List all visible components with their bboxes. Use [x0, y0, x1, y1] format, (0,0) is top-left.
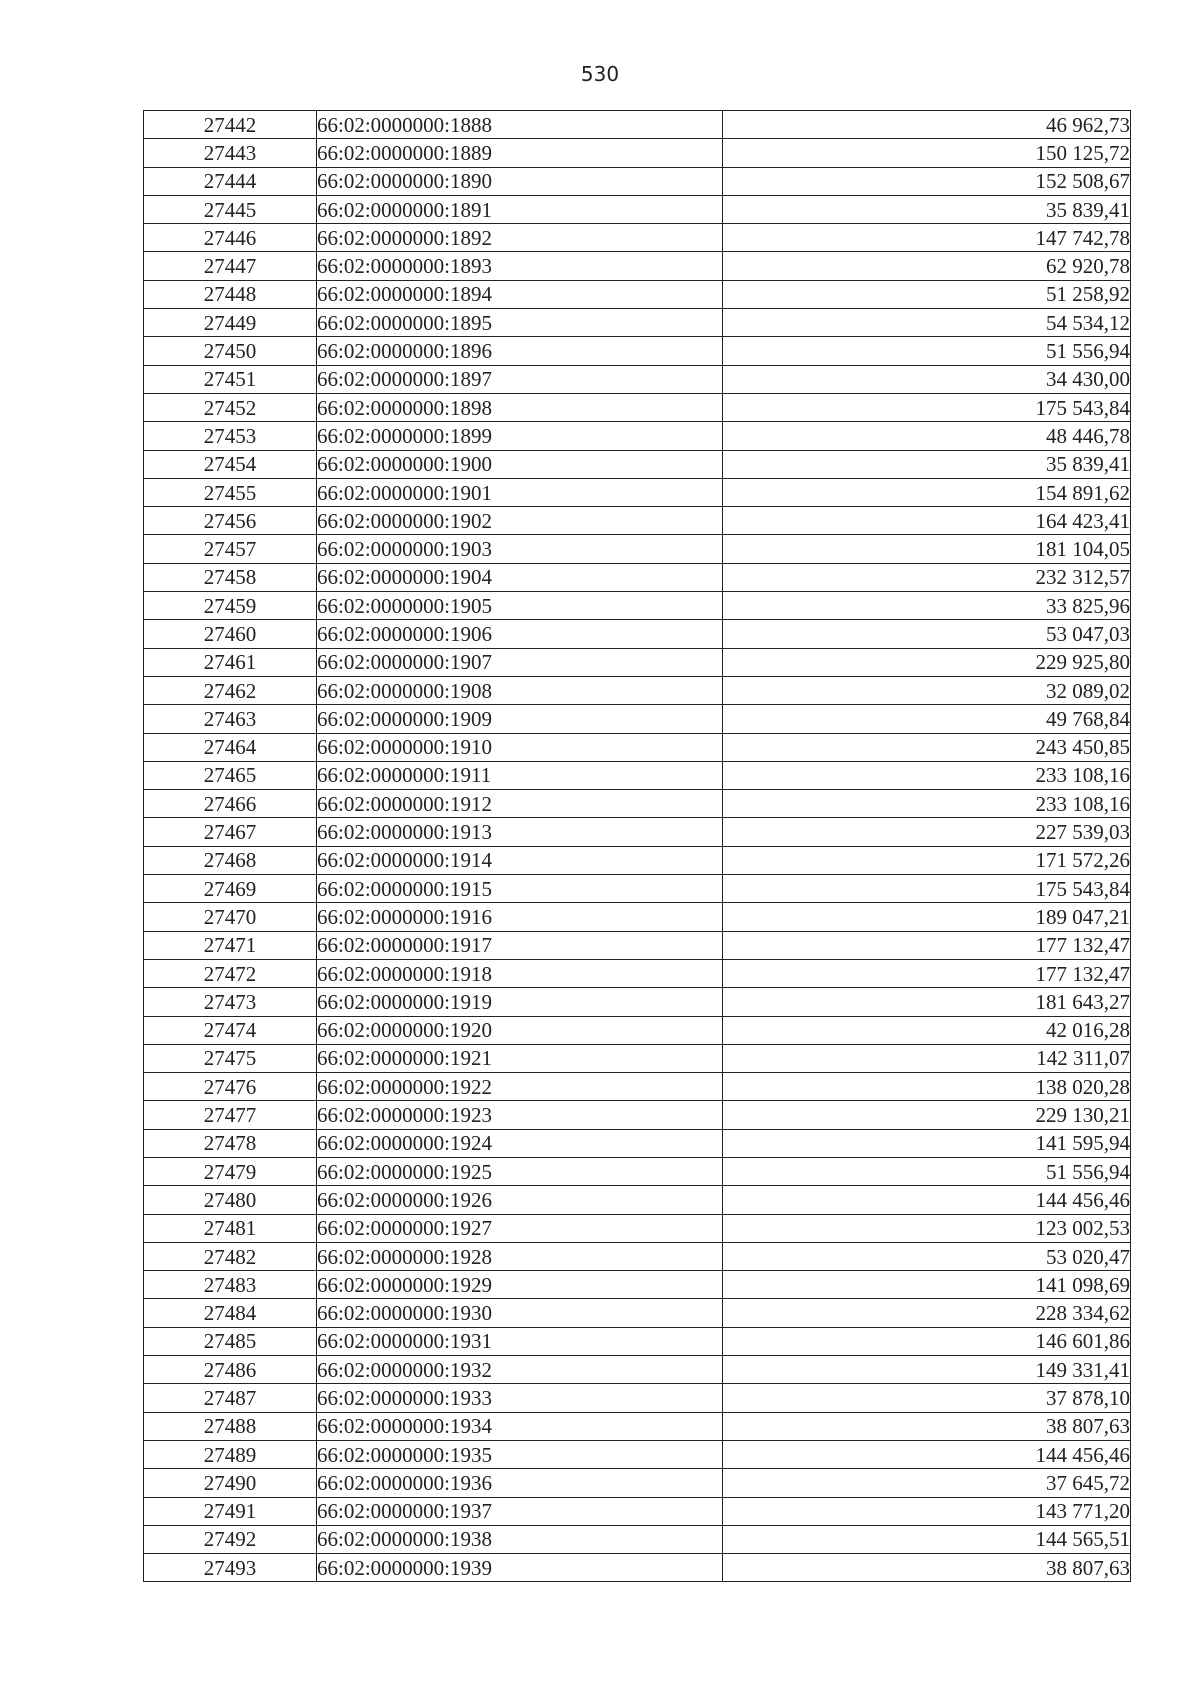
cadastral-value-cell: 152 508,67 — [723, 167, 1131, 195]
cadastral-value-cell: 229 925,80 — [723, 648, 1131, 676]
row-number-cell: 27493 — [144, 1554, 317, 1582]
table-row — [144, 535, 1131, 563]
cadastral-number-cell: 66:02:0000000:1912 — [317, 790, 723, 818]
table-row — [144, 1271, 1131, 1299]
row-number-cell: 27447 — [144, 252, 317, 280]
cadastral-number-cell: 66:02:0000000:1921 — [317, 1044, 723, 1072]
cadastral-number-cell: 66:02:0000000:1937 — [317, 1497, 723, 1525]
cadastral-number-cell: 66:02:0000000:1931 — [317, 1327, 723, 1355]
table-row — [144, 478, 1131, 506]
table-row — [144, 507, 1131, 535]
table-row — [144, 1101, 1131, 1129]
cadastral-number-cell: 66:02:0000000:1889 — [317, 139, 723, 167]
cadastral-value-cell: 232 312,57 — [723, 563, 1131, 591]
cadastral-number-cell: 66:02:0000000:1927 — [317, 1214, 723, 1242]
cadastral-number-cell: 66:02:0000000:1938 — [317, 1525, 723, 1553]
cadastral-value-cell: 38 807,63 — [723, 1554, 1131, 1582]
row-number-cell: 27470 — [144, 903, 317, 931]
cadastral-number-cell: 66:02:0000000:1935 — [317, 1440, 723, 1468]
table-row — [144, 111, 1131, 139]
table-row — [144, 1412, 1131, 1440]
row-number-cell: 27451 — [144, 365, 317, 393]
table-row — [144, 1157, 1131, 1185]
cadastral-value-cell: 53 047,03 — [723, 620, 1131, 648]
row-number-cell: 27471 — [144, 931, 317, 959]
cadastral-value-cell: 34 430,00 — [723, 365, 1131, 393]
row-number-cell: 27490 — [144, 1469, 317, 1497]
cadastral-value-cell: 150 125,72 — [723, 139, 1131, 167]
cadastral-number-cell: 66:02:0000000:1897 — [317, 365, 723, 393]
table-row — [144, 1440, 1131, 1468]
row-number-cell: 27483 — [144, 1271, 317, 1299]
table-body — [144, 111, 1131, 1582]
cadastral-value-cell: 164 423,41 — [723, 507, 1131, 535]
cadastral-number-cell: 66:02:0000000:1918 — [317, 959, 723, 987]
cadastral-value-cell: 51 556,94 — [723, 337, 1131, 365]
table-row — [144, 818, 1131, 846]
table-row — [144, 620, 1131, 648]
table-row — [144, 167, 1131, 195]
row-number-cell: 27480 — [144, 1186, 317, 1214]
cadastral-number-cell: 66:02:0000000:1919 — [317, 988, 723, 1016]
table-row — [144, 648, 1131, 676]
row-number-cell: 27476 — [144, 1073, 317, 1101]
table-row — [144, 676, 1131, 704]
table-row — [144, 195, 1131, 223]
cadastral-number-cell: 66:02:0000000:1920 — [317, 1016, 723, 1044]
cadastral-number-cell: 66:02:0000000:1903 — [317, 535, 723, 563]
row-number-cell: 27492 — [144, 1525, 317, 1553]
cadastral-value-cell: 144 456,46 — [723, 1186, 1131, 1214]
row-number-cell: 27457 — [144, 535, 317, 563]
cadastral-value-cell: 147 742,78 — [723, 224, 1131, 252]
cadastral-value-cell: 229 130,21 — [723, 1101, 1131, 1129]
cadastral-number-cell: 66:02:0000000:1911 — [317, 761, 723, 789]
cadastral-value-cell: 33 825,96 — [723, 592, 1131, 620]
cadastral-number-cell: 66:02:0000000:1902 — [317, 507, 723, 535]
cadastral-value-cell: 177 132,47 — [723, 931, 1131, 959]
cadastral-value-table — [143, 110, 1131, 1582]
cadastral-value-cell: 123 002,53 — [723, 1214, 1131, 1242]
cadastral-number-cell: 66:02:0000000:1892 — [317, 224, 723, 252]
table-row — [144, 1356, 1131, 1384]
cadastral-value-cell: 46 962,73 — [723, 111, 1131, 139]
cadastral-value-cell: 181 643,27 — [723, 988, 1131, 1016]
cadastral-number-cell: 66:02:0000000:1923 — [317, 1101, 723, 1129]
cadastral-number-cell: 66:02:0000000:1908 — [317, 676, 723, 704]
table-row — [144, 365, 1131, 393]
table-row — [144, 931, 1131, 959]
row-number-cell: 27445 — [144, 195, 317, 223]
cadastral-number-cell: 66:02:0000000:1901 — [317, 478, 723, 506]
table-row — [144, 1497, 1131, 1525]
row-number-cell: 27482 — [144, 1242, 317, 1270]
cadastral-value-cell: 141 595,94 — [723, 1129, 1131, 1157]
table-row — [144, 139, 1131, 167]
cadastral-value-cell: 32 089,02 — [723, 676, 1131, 704]
cadastral-number-cell: 66:02:0000000:1891 — [317, 195, 723, 223]
cadastral-number-cell: 66:02:0000000:1910 — [317, 733, 723, 761]
table-row — [144, 1044, 1131, 1072]
row-number-cell: 27473 — [144, 988, 317, 1016]
row-number-cell: 27489 — [144, 1440, 317, 1468]
cadastral-value-cell: 175 543,84 — [723, 393, 1131, 421]
row-number-cell: 27465 — [144, 761, 317, 789]
table-row — [144, 959, 1131, 987]
cadastral-number-cell: 66:02:0000000:1933 — [317, 1384, 723, 1412]
table-row — [144, 705, 1131, 733]
cadastral-value-cell: 154 891,62 — [723, 478, 1131, 506]
cadastral-value-cell: 146 601,86 — [723, 1327, 1131, 1355]
table-row — [144, 846, 1131, 874]
cadastral-value-cell: 233 108,16 — [723, 790, 1131, 818]
cadastral-number-cell: 66:02:0000000:1936 — [317, 1469, 723, 1497]
row-number-cell: 27454 — [144, 450, 317, 478]
cadastral-number-cell: 66:02:0000000:1905 — [317, 592, 723, 620]
row-number-cell: 27467 — [144, 818, 317, 846]
row-number-cell: 27468 — [144, 846, 317, 874]
table-row — [144, 422, 1131, 450]
row-number-cell: 27484 — [144, 1299, 317, 1327]
table-row — [144, 1016, 1131, 1044]
cadastral-value-cell: 35 839,41 — [723, 450, 1131, 478]
row-number-cell: 27449 — [144, 309, 317, 337]
cadastral-number-cell: 66:02:0000000:1939 — [317, 1554, 723, 1582]
row-number-cell: 27448 — [144, 280, 317, 308]
row-number-cell: 27485 — [144, 1327, 317, 1355]
table-row — [144, 733, 1131, 761]
table-row — [144, 563, 1131, 591]
page-number: 530 — [580, 62, 620, 86]
cadastral-value-cell: 144 456,46 — [723, 1440, 1131, 1468]
row-number-cell: 27474 — [144, 1016, 317, 1044]
cadastral-number-cell: 66:02:0000000:1928 — [317, 1242, 723, 1270]
table-row — [144, 224, 1131, 252]
table-row — [144, 790, 1131, 818]
cadastral-value-cell: 149 331,41 — [723, 1356, 1131, 1384]
row-number-cell: 27453 — [144, 422, 317, 450]
row-number-cell: 27491 — [144, 1497, 317, 1525]
table-row — [144, 309, 1131, 337]
row-number-cell: 27478 — [144, 1129, 317, 1157]
table-row — [144, 1129, 1131, 1157]
row-number-cell: 27486 — [144, 1356, 317, 1384]
table-row — [144, 1525, 1131, 1553]
cadastral-value-cell: 53 020,47 — [723, 1242, 1131, 1270]
table-row — [144, 1073, 1131, 1101]
table-row — [144, 988, 1131, 1016]
cadastral-value-cell: 171 572,26 — [723, 846, 1131, 874]
row-number-cell: 27446 — [144, 224, 317, 252]
cadastral-number-cell: 66:02:0000000:1917 — [317, 931, 723, 959]
table-row — [144, 1469, 1131, 1497]
cadastral-value-cell: 243 450,85 — [723, 733, 1131, 761]
row-number-cell: 27459 — [144, 592, 317, 620]
row-number-cell: 27469 — [144, 875, 317, 903]
table-row — [144, 1186, 1131, 1214]
cadastral-value-cell: 42 016,28 — [723, 1016, 1131, 1044]
row-number-cell: 27444 — [144, 167, 317, 195]
cadastral-number-cell: 66:02:0000000:1914 — [317, 846, 723, 874]
row-number-cell: 27460 — [144, 620, 317, 648]
cadastral-value-cell: 144 565,51 — [723, 1525, 1131, 1553]
cadastral-value-cell: 177 132,47 — [723, 959, 1131, 987]
cadastral-value-cell: 54 534,12 — [723, 309, 1131, 337]
cadastral-number-cell: 66:02:0000000:1934 — [317, 1412, 723, 1440]
cadastral-value-cell: 51 556,94 — [723, 1157, 1131, 1185]
cadastral-value-cell: 138 020,28 — [723, 1073, 1131, 1101]
cadastral-value-cell: 35 839,41 — [723, 195, 1131, 223]
row-number-cell: 27452 — [144, 393, 317, 421]
cadastral-value-cell: 143 771,20 — [723, 1497, 1131, 1525]
row-number-cell: 27481 — [144, 1214, 317, 1242]
table-row — [144, 1214, 1131, 1242]
cadastral-number-cell: 66:02:0000000:1900 — [317, 450, 723, 478]
cadastral-number-cell: 66:02:0000000:1929 — [317, 1271, 723, 1299]
row-number-cell: 27462 — [144, 676, 317, 704]
table-row — [144, 1327, 1131, 1355]
table-row — [144, 280, 1131, 308]
row-number-cell: 27472 — [144, 959, 317, 987]
cadastral-value-cell: 62 920,78 — [723, 252, 1131, 280]
cadastral-number-cell: 66:02:0000000:1907 — [317, 648, 723, 676]
cadastral-number-cell: 66:02:0000000:1932 — [317, 1356, 723, 1384]
row-number-cell: 27487 — [144, 1384, 317, 1412]
row-number-cell: 27442 — [144, 111, 317, 139]
row-number-cell: 27461 — [144, 648, 317, 676]
cadastral-value-cell: 142 311,07 — [723, 1044, 1131, 1072]
table-row — [144, 337, 1131, 365]
cadastral-value-cell: 48 446,78 — [723, 422, 1131, 450]
table-row — [144, 252, 1131, 280]
row-number-cell: 27475 — [144, 1044, 317, 1072]
cadastral-number-cell: 66:02:0000000:1888 — [317, 111, 723, 139]
cadastral-number-cell: 66:02:0000000:1926 — [317, 1186, 723, 1214]
row-number-cell: 27463 — [144, 705, 317, 733]
cadastral-value-cell: 49 768,84 — [723, 705, 1131, 733]
cadastral-value-cell: 189 047,21 — [723, 903, 1131, 931]
cadastral-value-cell: 233 108,16 — [723, 761, 1131, 789]
table-row — [144, 875, 1131, 903]
cadastral-number-cell: 66:02:0000000:1896 — [317, 337, 723, 365]
row-number-cell: 27488 — [144, 1412, 317, 1440]
table-row — [144, 393, 1131, 421]
cadastral-number-cell: 66:02:0000000:1906 — [317, 620, 723, 648]
row-number-cell: 27477 — [144, 1101, 317, 1129]
table-row — [144, 761, 1131, 789]
table-row — [144, 1384, 1131, 1412]
cadastral-number-cell: 66:02:0000000:1916 — [317, 903, 723, 931]
cadastral-value-cell: 141 098,69 — [723, 1271, 1131, 1299]
row-number-cell: 27455 — [144, 478, 317, 506]
row-number-cell: 27443 — [144, 139, 317, 167]
cadastral-number-cell: 66:02:0000000:1915 — [317, 875, 723, 903]
cadastral-number-cell: 66:02:0000000:1922 — [317, 1073, 723, 1101]
row-number-cell: 27450 — [144, 337, 317, 365]
row-number-cell: 27464 — [144, 733, 317, 761]
row-number-cell: 27458 — [144, 563, 317, 591]
row-number-cell: 27456 — [144, 507, 317, 535]
cadastral-number-cell: 66:02:0000000:1913 — [317, 818, 723, 846]
cadastral-value-cell: 181 104,05 — [723, 535, 1131, 563]
table-row — [144, 1299, 1131, 1327]
cadastral-number-cell: 66:02:0000000:1924 — [317, 1129, 723, 1157]
table-row — [144, 450, 1131, 478]
cadastral-value-cell: 228 334,62 — [723, 1299, 1131, 1327]
table-row — [144, 903, 1131, 931]
row-number-cell: 27466 — [144, 790, 317, 818]
cadastral-number-cell: 66:02:0000000:1925 — [317, 1157, 723, 1185]
cadastral-value-cell: 227 539,03 — [723, 818, 1131, 846]
cadastral-value-cell: 175 543,84 — [723, 875, 1131, 903]
cadastral-value-cell: 51 258,92 — [723, 280, 1131, 308]
cadastral-number-cell: 66:02:0000000:1894 — [317, 280, 723, 308]
cadastral-value-cell: 38 807,63 — [723, 1412, 1131, 1440]
table-row — [144, 1242, 1131, 1270]
table-row — [144, 592, 1131, 620]
cadastral-value-cell: 37 645,72 — [723, 1469, 1131, 1497]
row-number-cell: 27479 — [144, 1157, 317, 1185]
table-row — [144, 1554, 1131, 1582]
cadastral-number-cell: 66:02:0000000:1899 — [317, 422, 723, 450]
cadastral-number-cell: 66:02:0000000:1909 — [317, 705, 723, 733]
cadastral-number-cell: 66:02:0000000:1930 — [317, 1299, 723, 1327]
cadastral-value-cell: 37 878,10 — [723, 1384, 1131, 1412]
cadastral-number-cell: 66:02:0000000:1898 — [317, 393, 723, 421]
cadastral-number-cell: 66:02:0000000:1895 — [317, 309, 723, 337]
cadastral-number-cell: 66:02:0000000:1893 — [317, 252, 723, 280]
cadastral-number-cell: 66:02:0000000:1904 — [317, 563, 723, 591]
cadastral-number-cell: 66:02:0000000:1890 — [317, 167, 723, 195]
